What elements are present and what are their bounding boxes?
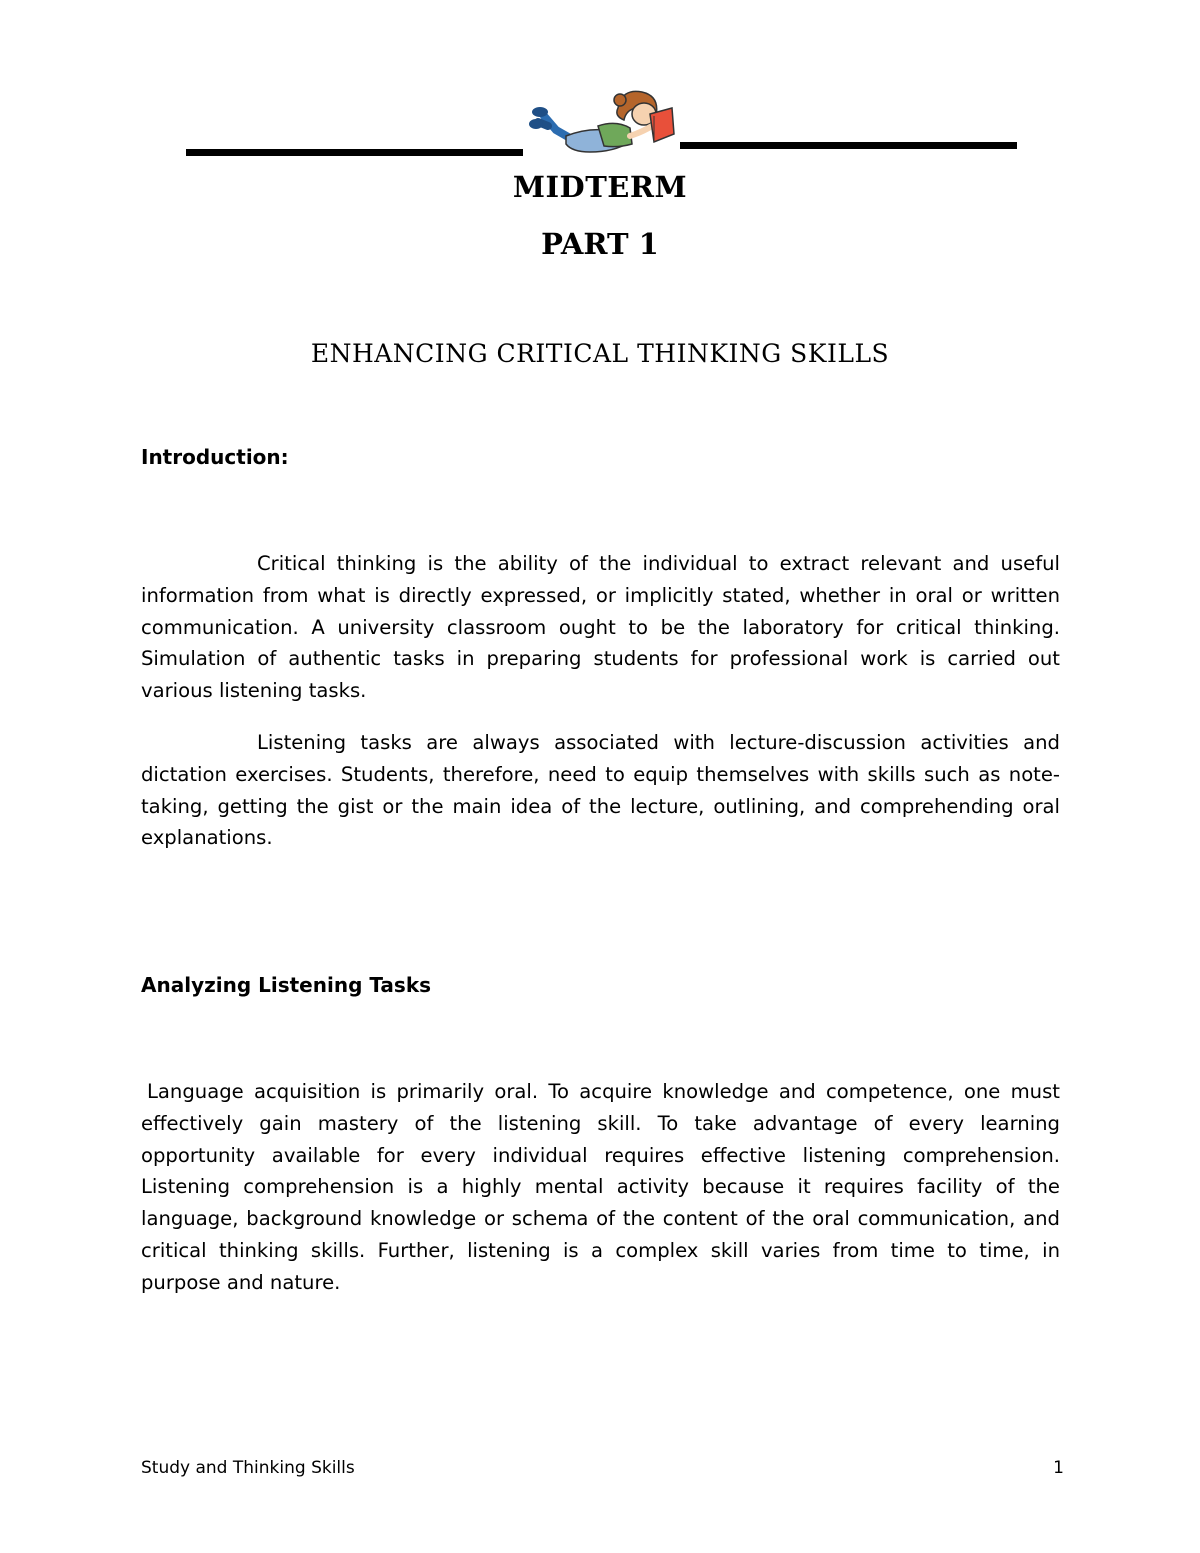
paragraph: Critical thinking is the ability of the individual to extract relevant and useful information from what is directly expressed, or implicitly stated, whether in oral or written communication. A university classroom ought to be the laboratory for critical thinking. Simulation of authentic tasks in preparing students for professional work is carried out various listening tasks. [141,552,1060,703]
footer-course-title: Study and Thinking Skills [141,1458,355,1478]
part-label: PART 1 [541,227,659,261]
section-heading-introduction: Introduction: [141,445,289,469]
document-title: MIDTERM [512,170,688,204]
girl-reading-book-icon [526,86,678,160]
paragraph: Listening tasks are always associated with lecture-discussion activities and dictation exercises. Students, therefore, need to equip themselves with skills such as note-taking, getting the gist or the main idea of the lecture, outlining, and comprehending oral explanations. [141,731,1060,850]
header-rule-right [680,142,1017,149]
section-heading-analyzing-listening-tasks: Analyzing Listening Tasks [141,973,432,997]
paragraph: Language acquisition is primarily oral. To acquire knowledge and competence, one must effectively gain mastery of the listening skill. To take advantage of every learning opportunity available for every individual requires effective listening comprehension. Listening comprehension is a highly mental activity because it requires facility of the language, background knowledge or schema of the content of the oral communication, and critical thinking skills. Further, listening is a complex skill varies from time to time, in purpose and nature. [141,1080,1060,1294]
header-rule-left [186,149,523,156]
topic-title: ENHANCING CRITICAL THINKING SKILLS [310,339,890,368]
footer-page-number: 1 [1053,1458,1064,1478]
